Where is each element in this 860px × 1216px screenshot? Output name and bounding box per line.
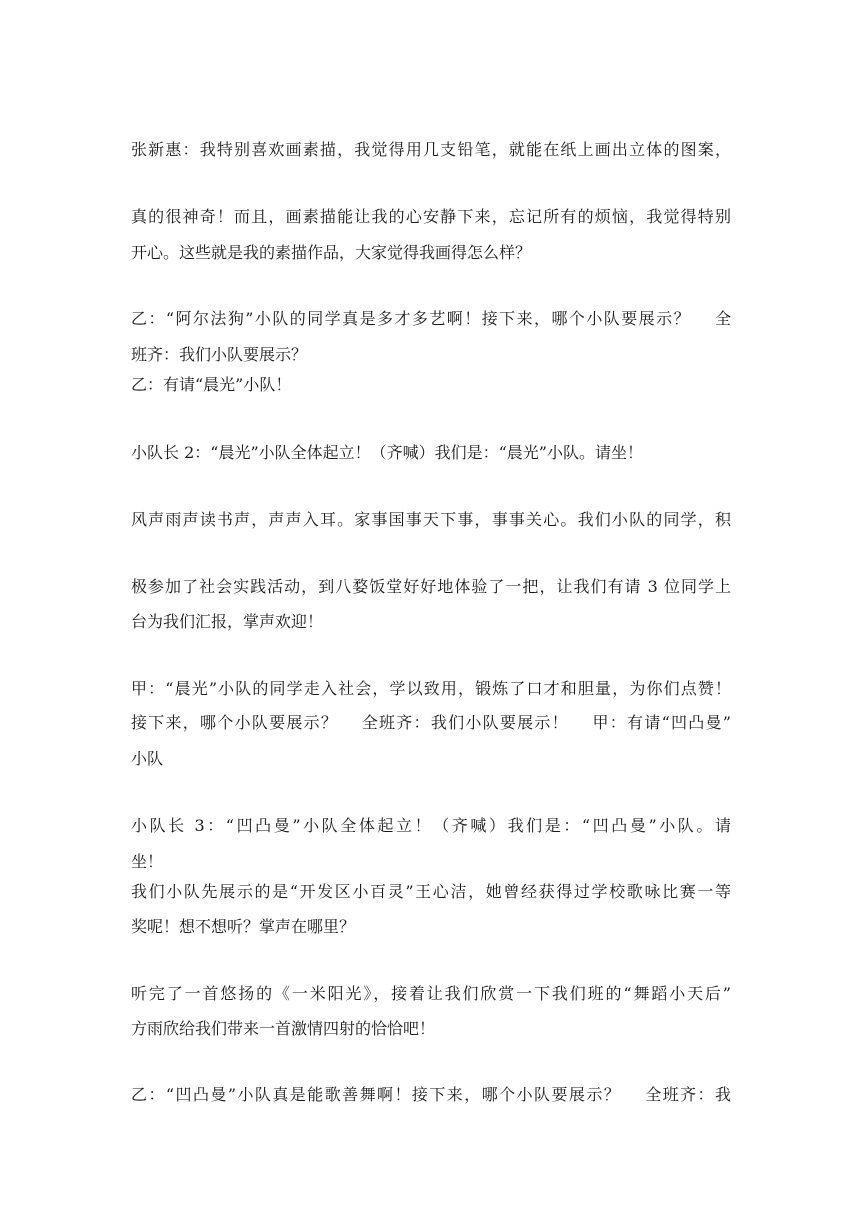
text-line: 我们小队先展示的是“开发区小百灵”王心洁，她曾经获得过学校歌咏比赛一等 xyxy=(131,882,731,901)
text-line: 小队 xyxy=(131,749,164,768)
text-line: 乙：“凹凸曼”小队真是能歌善舞啊！接下来，哪个小队要展示？ 全班齐：我 xyxy=(131,1085,731,1104)
text-line: 甲：“晨光”小队的同学走入社会，学以致用，锻炼了口才和胆量，为你们点赞！ xyxy=(131,679,731,698)
text-line: 班齐：我们小队要展示？ xyxy=(131,345,308,364)
text-line: 乙：“阿尔法狗”小队的同学真是多才多艺啊！接下来，哪个小队要展示？ 全 xyxy=(131,309,731,328)
text-line: 风声雨声读书声，声声入耳。家事国事天下事，事事关心。我们小队的同学，积 xyxy=(131,510,731,529)
text-line: 方雨欣给我们带来一首激情四射的恰恰吧！ xyxy=(131,1019,436,1038)
text-line: 极参加了社会实践活动，到八婺饭堂好好地体验了一把，让我们有请 3 位同学上 xyxy=(131,577,731,596)
text-line: 小队长 2：“晨光”小队全体起立！（齐喊）我们是：“晨光”小队。请坐！ xyxy=(131,443,643,462)
text-line: 张新惠：我特别喜欢画素描，我觉得用几支铅笔，就能在纸上画出立体的图案， xyxy=(131,140,731,159)
text-line: 坐！ xyxy=(131,852,164,871)
text-line: 听完了一首悠扬的《一米阳光》，接着让我们欣赏一下我们班的“舞蹈小天后” xyxy=(131,984,731,1003)
text-line: 乙：有请“晨光”小队！ xyxy=(131,375,292,394)
text-line: 真的很神奇！而且，画素描能让我的心安静下来，忘记所有的烦恼，我觉得特别 xyxy=(131,207,731,226)
text-line: 台为我们汇报，掌声欢迎！ xyxy=(131,612,324,631)
text-line: 小队长 3：“凹凸曼”小队全体起立！（齐喊）我们是：“凹凸曼”小队。请 xyxy=(131,816,731,835)
text-line: 开心。这些就是我的素描作品，大家觉得我画得怎么样？ xyxy=(131,243,532,262)
text-line: 奖呢！想不想听？掌声在哪里？ xyxy=(131,917,356,936)
text-line: 接下来，哪个小队要展示？ 全班齐：我们小队要展示！ 甲：有请“凹凸曼” xyxy=(131,713,731,732)
